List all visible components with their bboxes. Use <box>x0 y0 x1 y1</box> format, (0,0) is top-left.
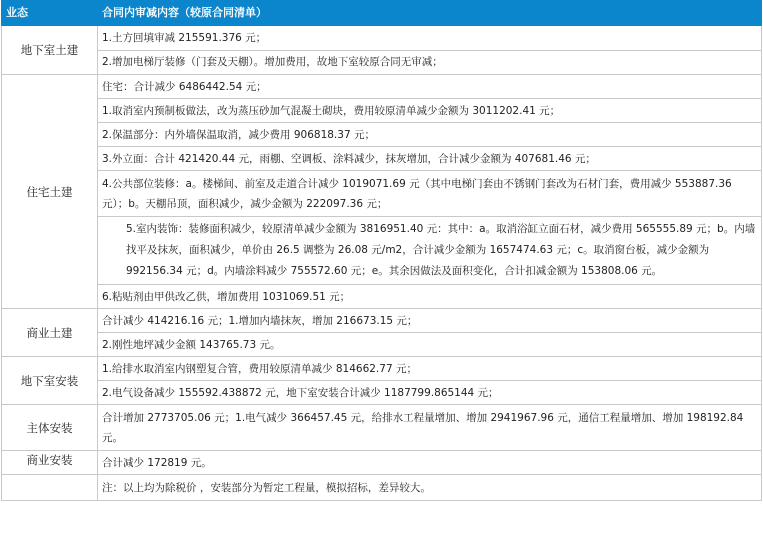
category-cell <box>2 475 98 501</box>
table-row <box>2 50 762 75</box>
table-row <box>2 451 762 475</box>
category-cell: 住宅土建 <box>2 75 98 309</box>
content-cell: 1.取消室内预制板做法，改为蒸压砂加气混凝土砌块，费用较原清单减少金额为 3011202.41 元； <box>98 99 762 123</box>
content-cell: 2.电气设备减少 155592.438872 元，地下室安装合计减少 1187799.865144 元； <box>98 381 762 405</box>
content-cell: 1.土方回填审减 215591.376 元； <box>98 26 762 51</box>
content-cell: 2.保温部分：内外墙保温取消，减少费用 906818.37 元； <box>98 123 762 147</box>
table-row <box>2 26 762 51</box>
note-cell: 注：以上均为除税价 ，安装部分为暂定工程量，模拟招标，差异较大。 <box>98 475 762 501</box>
table-row <box>2 285 762 309</box>
content-cell: 6.粘贴剂由甲供改乙供，增加费用 1031069.51 元； <box>98 285 762 309</box>
table-row <box>2 381 762 405</box>
header-category: 业态 <box>2 1 98 26</box>
table-row <box>2 147 762 171</box>
audit-table <box>1 0 762 501</box>
table-row <box>2 333 762 357</box>
table-row <box>2 309 762 333</box>
table-row <box>2 405 762 451</box>
category-cell: 主体安装 <box>2 405 98 451</box>
content-cell: 1.给排水取消室内钢塑复合管，费用较原清单减少 814662.77 元； <box>98 357 762 381</box>
header-row <box>2 1 762 26</box>
content-cell: 合计增加 2773705.06 元；1.电气减少 366457.45 元，给排水工程量增加、增加 2941967.96 元，通信工程量增加、增加 198192.84 元。 <box>98 405 762 451</box>
table-row <box>2 75 762 99</box>
content-cell: 合计减少 172819 元。 <box>98 451 762 475</box>
content-cell: 3.外立面：合计 421420.44 元，雨棚、空调板、涂料减少，抹灰增加，合计减少金额为 407681.46 元； <box>98 147 762 171</box>
table-row <box>2 171 762 217</box>
table-row <box>2 217 762 285</box>
content-cell: 2.刚性地坪减少金额 143765.73 元。 <box>98 333 762 357</box>
category-cell: 地下室安装 <box>2 357 98 405</box>
table-row <box>2 123 762 147</box>
content-cell: 4.公共部位装修：a。楼梯间、前室及走道合计减少 1019071.69 元（其中电梯门套由不锈钢门套改为石材门套，费用减少 553887.36 元）；b。天棚吊顶，面积减少，减少金额为 222097.36 元； <box>98 171 762 217</box>
category-cell: 地下室土建 <box>2 26 98 75</box>
content-cell: 合计减少 414216.16 元；1.增加内墙抹灰，增加 216673.15 元； <box>98 309 762 333</box>
content-cell: 住宅：合计减少 6486442.54 元； <box>98 75 762 99</box>
table-row <box>2 475 762 501</box>
table-row <box>2 99 762 123</box>
table-row <box>2 357 762 381</box>
content-cell: 5.室内装饰：装修面积减少，较原清单减少金额为 3816951.40 元：其中：a。取消浴缸立面石材，减少费用 565555.89 元；b。内墙找平及抹灰，面积减少，单价由 26.5 调整为 26.08 元/m2，合计减少金额为 1657474.63 元；c。取消窗台板，减少金额为 992156.34 元；d。内墙涂料减少 755572.60 元；e。其余因做法及面积变化，合计扣减金额为 153808.06 元。 <box>98 217 762 285</box>
category-cell: 商业土建 <box>2 309 98 357</box>
content-cell: 2.增加电梯厅装修（门套及天棚）。增加费用，故地下室较原合同无审减； <box>98 50 762 75</box>
category-cell: 商业安装 <box>2 451 98 475</box>
header-content: 合同内审减内容（较原合同清单） <box>98 1 762 26</box>
